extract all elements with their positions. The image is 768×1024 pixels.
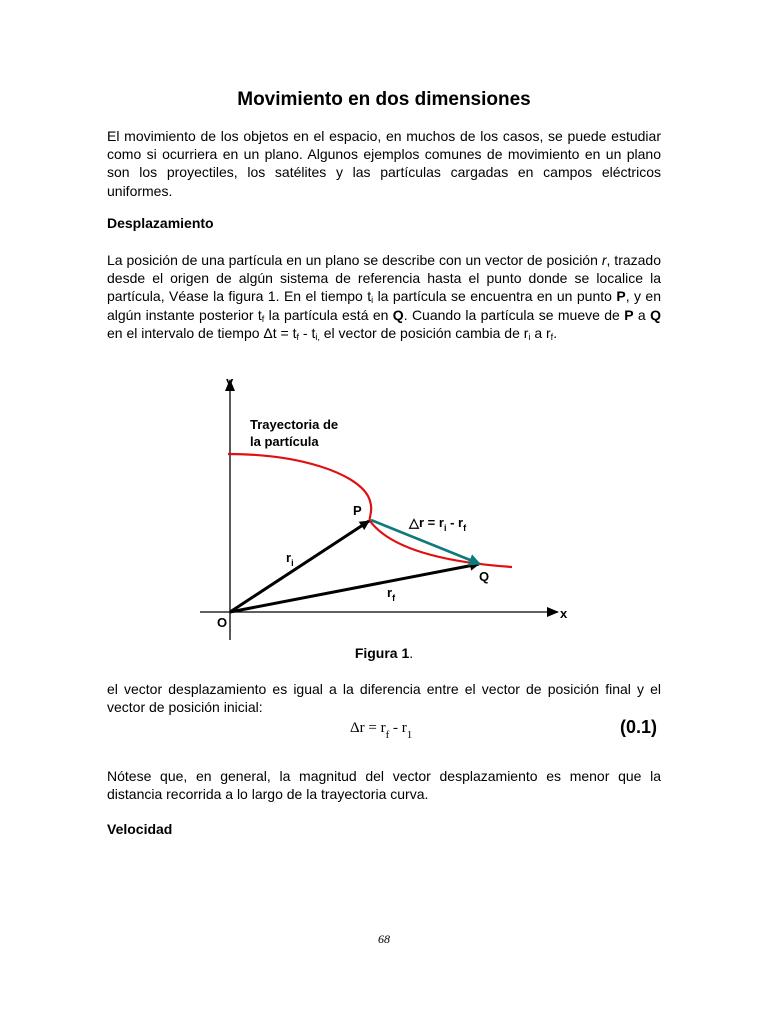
section-heading-desplazamiento: Desplazamiento	[107, 215, 214, 231]
figure-caption: Figura 1.	[354, 645, 414, 661]
trajectory-label-line1: Trayectoria de	[250, 417, 339, 432]
ri-label: $r_i$	[286, 550, 294, 568]
trajectory-curve	[228, 454, 512, 567]
page-title: Movimiento en dos dimensiones	[237, 89, 531, 110]
x-axis-label: x	[560, 606, 568, 621]
equation-number: (0.1)	[620, 717, 658, 737]
y-axis-label: y	[226, 374, 234, 389]
after-figure-paragraph: el vector desplazamiento es igual a la diferencia entre el vector de posición final y el vector de posición inicial:	[107, 681, 661, 716]
origin-label: O	[217, 615, 228, 630]
trajectory-label-line2: la partícula	[250, 434, 319, 449]
section-heading-velocidad: Velocidad	[107, 821, 173, 837]
note-paragraph: Nótese que, en general, la magnitud del vector desplazamiento es menor que la distancia recorrida a lo largo de la trayectoria curva.	[107, 768, 661, 803]
delta-r-label: △r = $r_i - r_f$	[409, 515, 467, 533]
intro-paragraph: El movimiento de los objetos en el espacio, en muchos de los casos, se puede estudiar como si ocurriera en un plano. Algunos ejemplos comunes de movimiento en un plano son los proyectiles, los satélites y las partículas cargadas en campos eléctricos uniformes.	[107, 128, 661, 199]
desplazamiento-paragraph: La posición de una partícula en un plano se describe con un vector de posición r, trazado desde el origen de algún sistema de referencia hasta el punto donde se localice la partícula, Véase la figura 1. En el tiempo $t_i$ la partícula se encuentra en un punto P, y en algún instante posterior $t_f$ la partícula está en Q. Cuando la partícula se mueve de P a Q en el intervalo de tiempo $\Delta t = t_f - t_{i,}$ el vector de posición cambia de $r_i$ a $r_f$.	[107, 252, 661, 342]
page-number: 68	[378, 932, 390, 946]
point-p-label: P	[353, 503, 362, 518]
figure-1-diagram	[180, 368, 600, 648]
point-q-label: Q	[479, 569, 490, 584]
rf-label: $r_f$	[387, 585, 396, 603]
equation-0-1: $\Delta r = r_f - r_1$	[350, 720, 413, 741]
